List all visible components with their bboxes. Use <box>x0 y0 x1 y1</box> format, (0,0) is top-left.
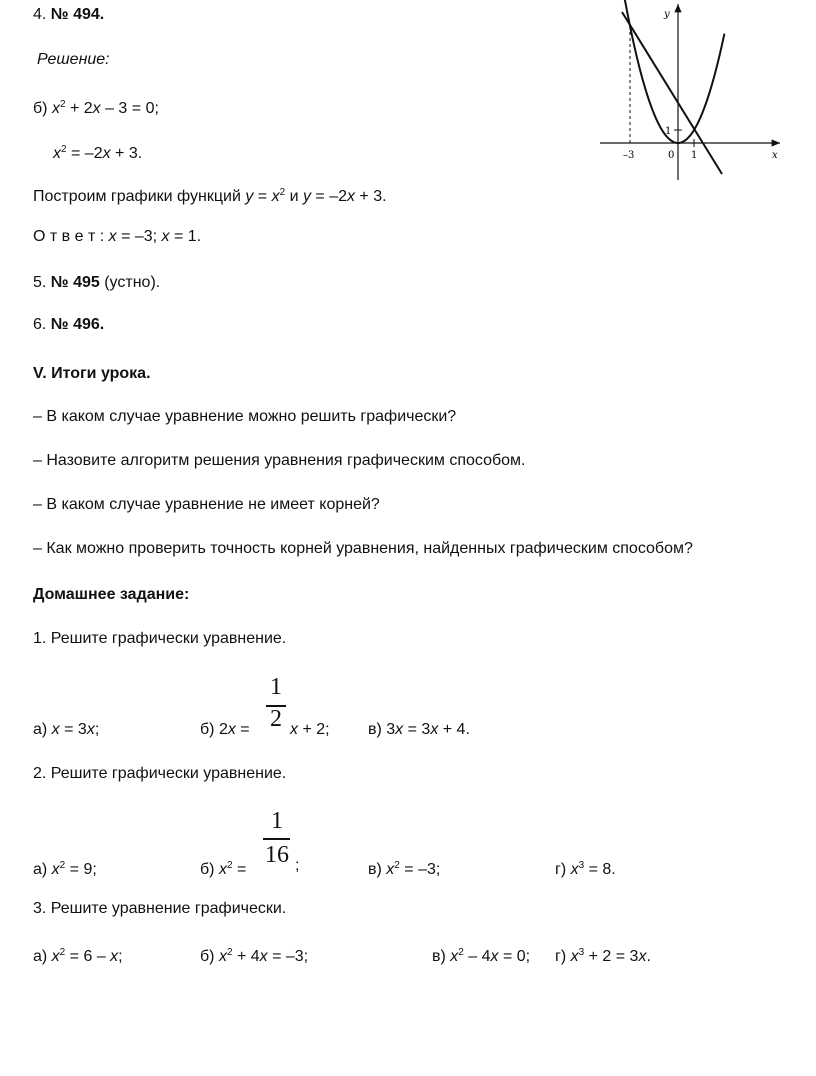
text-segment: x <box>218 948 227 965</box>
text-segment: x <box>102 145 111 162</box>
text-segment: 5. <box>33 274 51 291</box>
text-segment: V. Итоги урока. <box>33 365 151 382</box>
text-segment: = –3; <box>267 948 309 965</box>
text-segment: x <box>86 721 95 738</box>
y-axis-label: y <box>664 9 670 20</box>
text-segment: x <box>51 861 60 878</box>
fraction-numerator: 1 <box>271 808 283 834</box>
text-segment: x <box>490 948 499 965</box>
tick-label-1y: 1 <box>665 126 672 137</box>
text-segment: – Как можно проверить точность корней уравнения, найденных графическим способом? <box>33 540 693 557</box>
text-segment: № 496. <box>50 316 105 333</box>
text-segment: 2 <box>59 99 66 110</box>
text-segment: x <box>161 228 170 245</box>
text-segment: б) <box>200 948 219 965</box>
text-segment: 2 <box>394 860 400 871</box>
fraction-denominator: 16 <box>265 842 289 868</box>
text-segment: x <box>395 721 404 738</box>
text-segment: x <box>450 948 459 965</box>
text-segment: x <box>110 948 119 965</box>
text-segment: – В каком случае уравнение не имеет корней? <box>33 496 380 513</box>
text-segment: б) <box>33 100 52 117</box>
answer-text <box>33 228 201 246</box>
text-segment: ; <box>295 857 300 874</box>
text-segment: 3. Решите уравнение графически. <box>33 900 287 917</box>
origin-label: 0 <box>668 150 675 161</box>
text-segment: + 2 = 3 <box>584 948 639 965</box>
exercise-2c <box>368 857 440 879</box>
summary-title <box>33 365 151 383</box>
text-segment: x <box>271 188 280 205</box>
text-segment: а) <box>33 721 52 738</box>
text-segment: 2 <box>61 144 67 155</box>
task-6 <box>33 316 104 334</box>
text-segment: = 3 <box>403 721 431 738</box>
text-segment: – Назовите алгоритм решения уравнения графическим способом. <box>33 452 526 469</box>
function-graph <box>590 0 790 185</box>
text-segment: x <box>386 861 395 878</box>
exercise-3a <box>33 944 123 966</box>
text-segment: x <box>92 100 101 117</box>
text-segment: г) <box>555 861 571 878</box>
text-segment: x <box>346 188 355 205</box>
text-segment: 2 <box>59 860 66 871</box>
text-segment: 6. <box>33 316 51 333</box>
text-segment: x <box>430 721 439 738</box>
summary-question <box>33 540 693 558</box>
tick-label-1x: 1 <box>691 150 698 161</box>
exercise-3d <box>555 944 651 966</box>
text-segment: № 494. <box>50 6 105 23</box>
text-segment: = 0; <box>498 948 531 965</box>
text-segment: . <box>646 948 651 965</box>
text-segment: 2 <box>226 860 233 871</box>
text-segment: + 3. <box>110 145 143 162</box>
equation-1 <box>33 96 159 118</box>
text-segment: – 4 <box>463 948 491 965</box>
text-segment: = 8. <box>584 861 616 878</box>
text-segment: – В каком случае уравнение можно решить графически? <box>33 408 457 425</box>
text-segment: № 495 <box>50 274 100 291</box>
exercise-3c <box>432 944 530 966</box>
text-segment: г) <box>555 948 571 965</box>
exercise-1-title <box>33 630 286 648</box>
text-segment: а) <box>33 861 52 878</box>
exercise-3b <box>200 944 308 966</box>
text-segment: а) <box>33 948 52 965</box>
text-segment: 2 <box>458 947 464 958</box>
text-segment: x <box>51 948 60 965</box>
text-segment: x <box>570 861 579 878</box>
text-segment: 1. Решите графически уравнение. <box>33 630 287 647</box>
text-segment: x <box>290 721 298 738</box>
text-segment: x <box>51 721 60 738</box>
exercise-2a <box>33 857 97 879</box>
text-segment: x <box>638 948 647 965</box>
fraction-denominator: 2 <box>270 706 282 732</box>
text-segment: = –2 <box>66 145 103 162</box>
exercise-2b-right <box>295 857 299 875</box>
text-segment: б) <box>200 861 219 878</box>
text-segment: = <box>253 188 272 205</box>
exercise-1c <box>368 721 470 739</box>
text-segment: Домашнее задание: <box>33 586 190 603</box>
text-segment: 2. Решите графически уравнение. <box>33 765 287 782</box>
text-segment: + 4 <box>232 948 260 965</box>
text-segment: = 3 <box>59 721 87 738</box>
text-segment: в) 3 <box>368 721 396 738</box>
text-segment: 2 <box>59 947 66 958</box>
text-segment: x <box>218 861 227 878</box>
text-segment: 2 <box>279 187 286 198</box>
text-segment: = 1. <box>169 228 202 245</box>
text-segment: x <box>51 100 60 117</box>
text-segment: + 3. <box>354 188 387 205</box>
build-graphs-text <box>33 184 387 206</box>
solution-label <box>37 51 110 69</box>
exercise-1b-right <box>290 721 330 739</box>
text-segment: 3 <box>578 947 585 958</box>
text-segment: = 9; <box>65 861 97 878</box>
fraction-numerator: 1 <box>270 674 282 700</box>
text-segment: x <box>108 228 117 245</box>
text-segment: – 3 = 0; <box>100 100 159 117</box>
exercise-2d <box>555 857 616 879</box>
exercise-1b-left <box>200 721 250 739</box>
homework-title <box>33 586 189 604</box>
task-header <box>33 6 104 24</box>
text-segment: = <box>232 861 247 878</box>
text-segment: (устно). <box>99 274 161 291</box>
text-segment: = –3; <box>116 228 162 245</box>
text-segment: б) 2 <box>200 721 228 738</box>
x-axis-label: x <box>772 150 778 161</box>
text-segment: Построим графики функций <box>33 188 246 205</box>
text-segment: = –2 <box>310 188 347 205</box>
text-segment: в) <box>368 861 387 878</box>
tick-label-neg3: –3 <box>623 150 635 161</box>
text-segment: ; <box>118 948 123 965</box>
text-segment: + 4. <box>438 721 470 738</box>
text-segment: ; <box>94 721 100 738</box>
fraction-bar <box>263 838 290 840</box>
text-segment: и <box>285 188 303 205</box>
text-segment: y <box>302 188 311 205</box>
text-segment: x <box>570 948 579 965</box>
text-segment: y <box>245 188 254 205</box>
equation-2 <box>53 141 142 163</box>
exercise-3-title <box>33 900 286 918</box>
text-segment: + 2 <box>65 100 93 117</box>
summary-question <box>33 452 525 470</box>
text-segment: x <box>227 721 236 738</box>
text-segment: = –3; <box>399 861 441 878</box>
text-segment: x <box>53 145 61 162</box>
text-segment: x <box>259 948 268 965</box>
exercise-2-title <box>33 765 286 783</box>
text-segment: 2 <box>226 947 233 958</box>
text-segment: Решение: <box>37 51 110 68</box>
exercise-1a <box>33 721 99 739</box>
text-segment: 3 <box>578 860 585 871</box>
text-segment: 4. <box>33 6 51 23</box>
exercise-2b-left <box>200 857 246 879</box>
task-5 <box>33 274 160 292</box>
text-segment: О т в е т : <box>33 228 109 245</box>
text-segment: = <box>235 721 250 738</box>
summary-question <box>33 496 380 514</box>
text-segment: + 2; <box>298 721 330 738</box>
text-segment: = 6 – <box>65 948 111 965</box>
summary-question <box>33 408 456 426</box>
parabola-curve <box>624 0 725 143</box>
text-segment: в) <box>432 948 451 965</box>
